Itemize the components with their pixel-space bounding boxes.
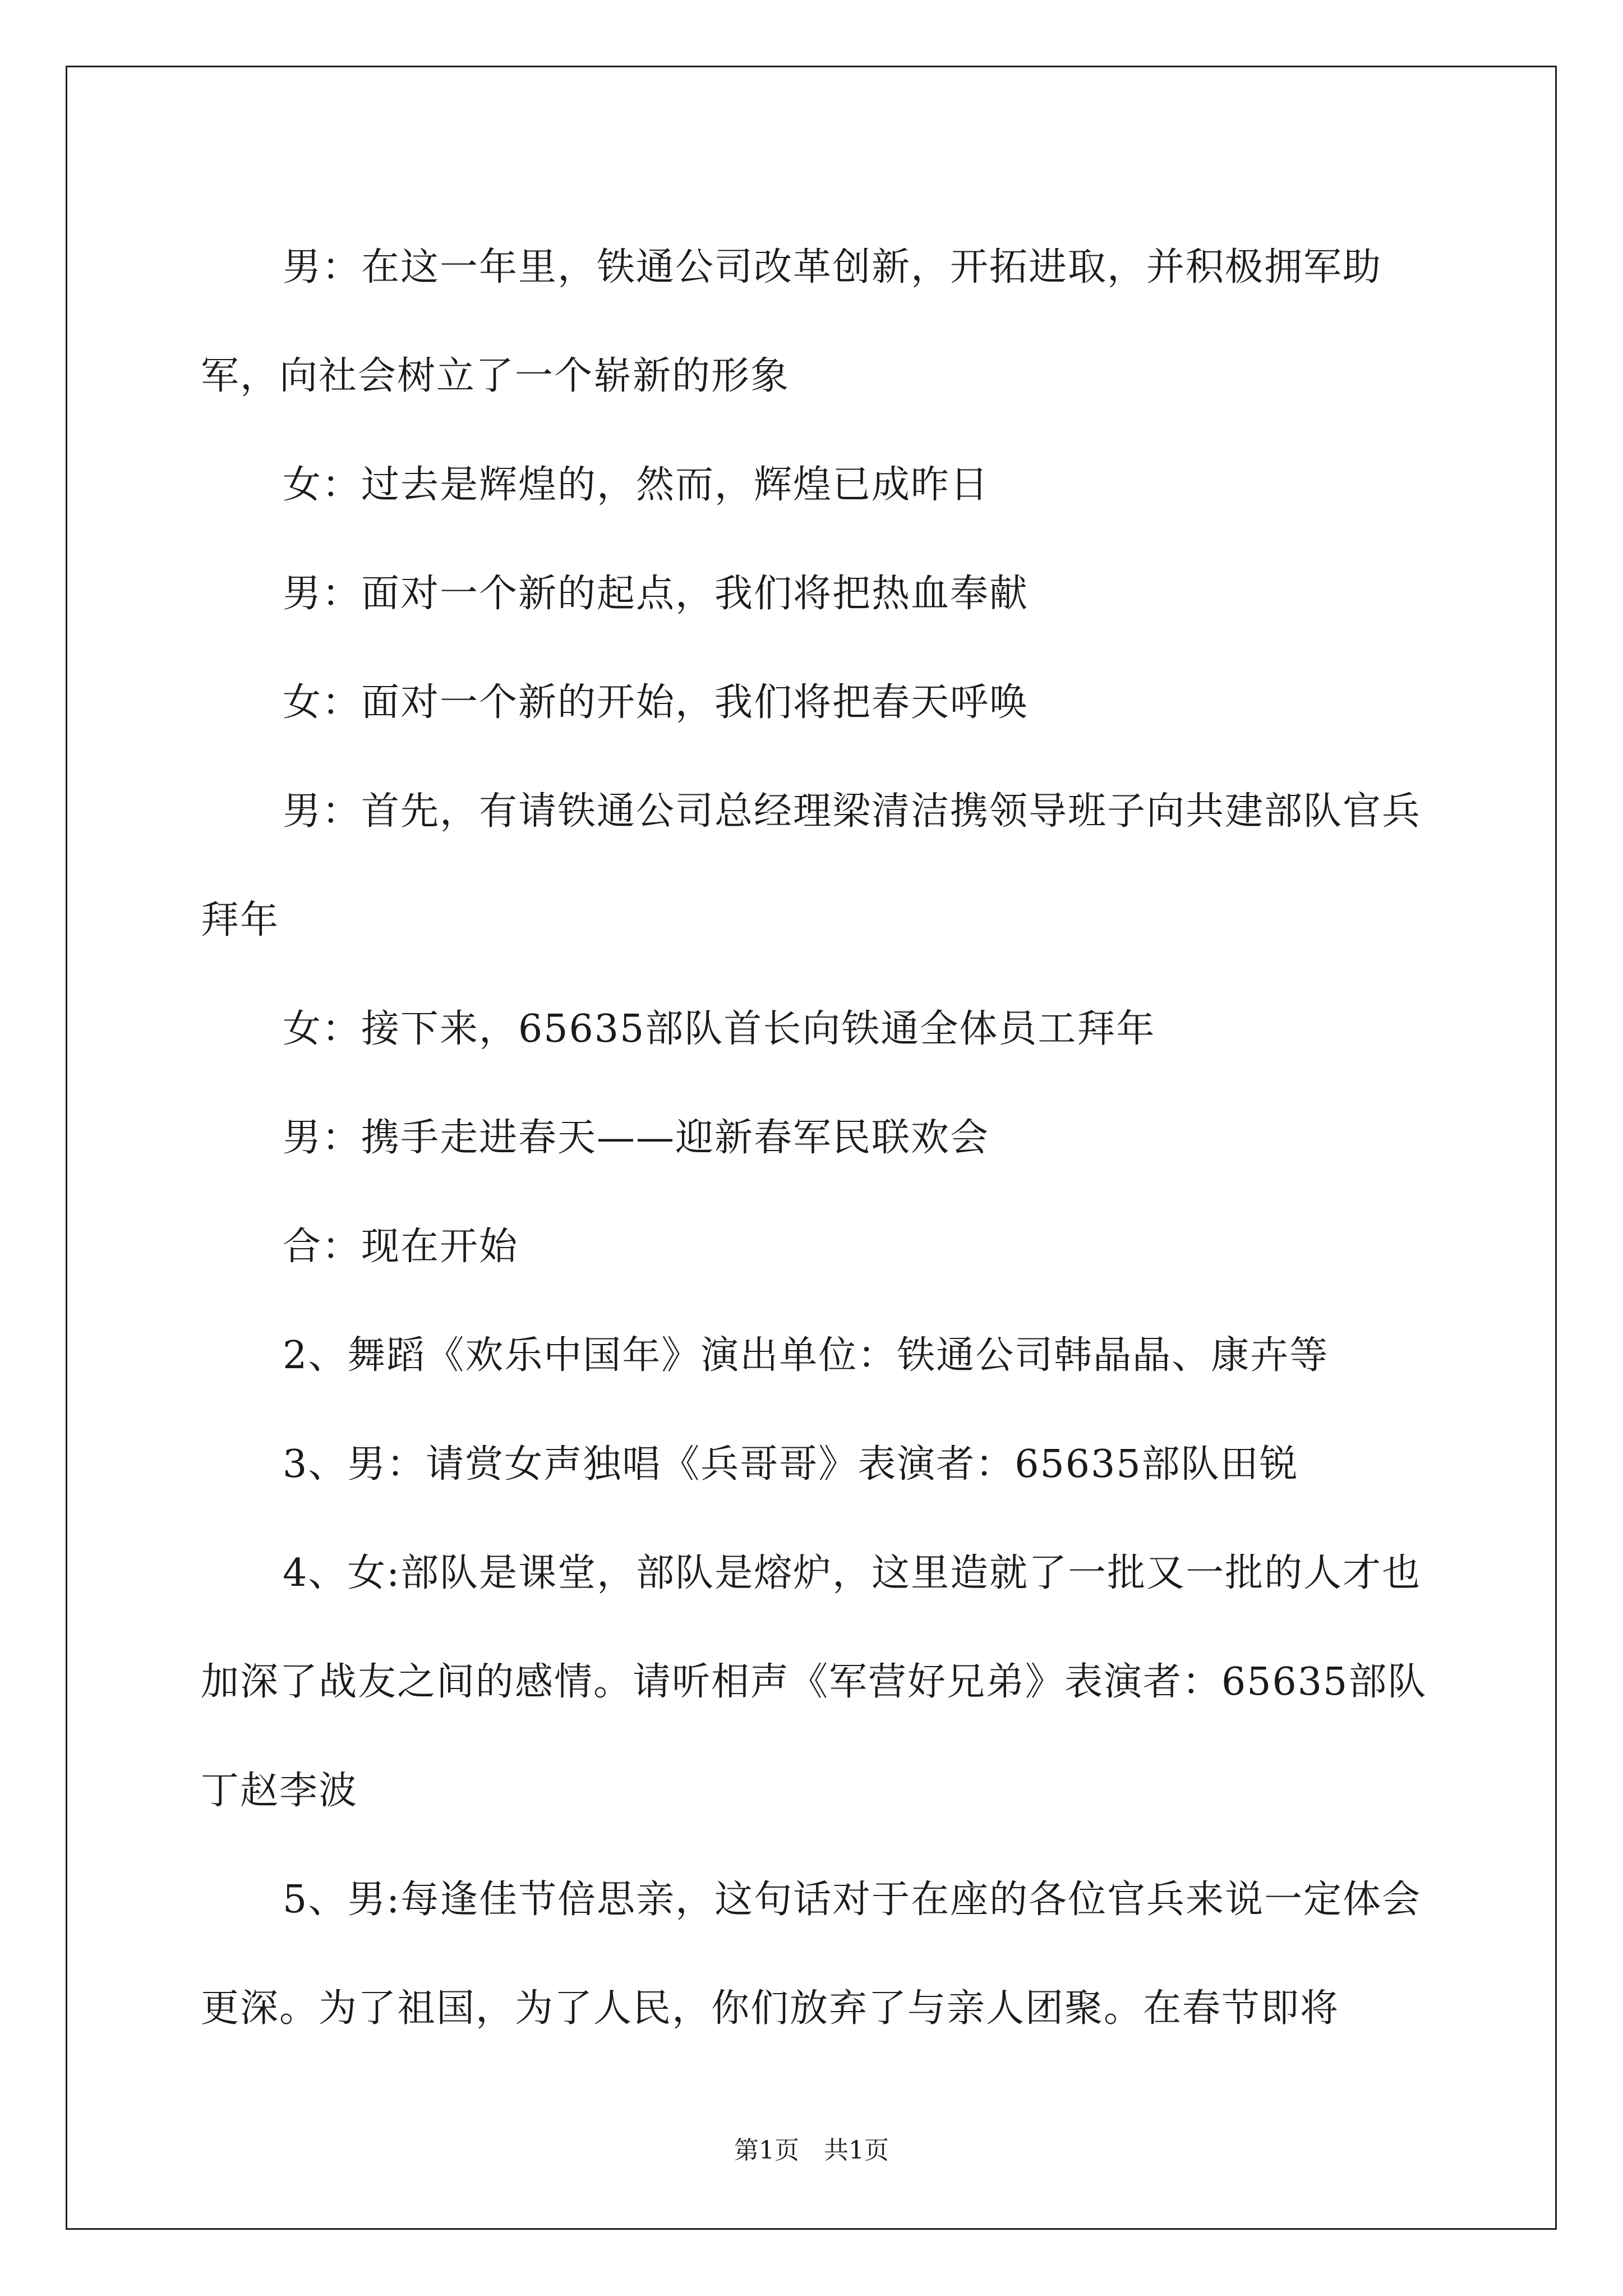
paragraph: 合：现在开始 [283, 1225, 519, 1269]
paragraph: 女：接下来，65635部队首长向铁通全体员工拜年 [283, 1007, 1156, 1051]
paragraph: 3、男：请赏女声独唱《兵哥哥》表演者：65635部队田锐 [283, 1442, 1299, 1487]
document-body [201, 213, 1435, 2063]
paragraph: 5、男:每逢佳节倍思亲，这句话对于在座的各位官兵来说一定体会更深。为了祖国，为了人民，你们放弃了与亲人团聚。在春节即将 [201, 1878, 1422, 2031]
paragraph: 女：面对一个新的开始，我们将把春天呼唤 [283, 680, 1029, 725]
paragraph: 男：携手走进春天——迎新春军民联欢会 [283, 1116, 990, 1160]
paragraph: 男：在这一年里，铁通公司改革创新，开拓进取，并积极拥军助军，向社会树立了一个崭新的形象 [201, 245, 1382, 398]
paragraph: 2、舞蹈《欢乐中国年》演出单位：铁通公司韩晶晶、康卉等 [283, 1333, 1329, 1378]
paragraph: 男：首先，有请铁通公司总经理梁清洁携领导班子向共建部队官兵拜年 [201, 789, 1422, 942]
paragraph: 女：过去是辉煌的，然而，辉煌已成昨日 [283, 463, 990, 507]
page-number-footer: 第1页 共1页 [734, 2136, 889, 2165]
paragraph: 男：面对一个新的起点，我们将把热血奉献 [283, 572, 1029, 616]
paragraph: 4、女:部队是课堂，部队是熔炉，这里造就了一批又一批的人才也加深了战友之间的感情。请听相声《军营好兄弟》表演者：65635部队丁赵李波 [201, 1551, 1427, 1813]
